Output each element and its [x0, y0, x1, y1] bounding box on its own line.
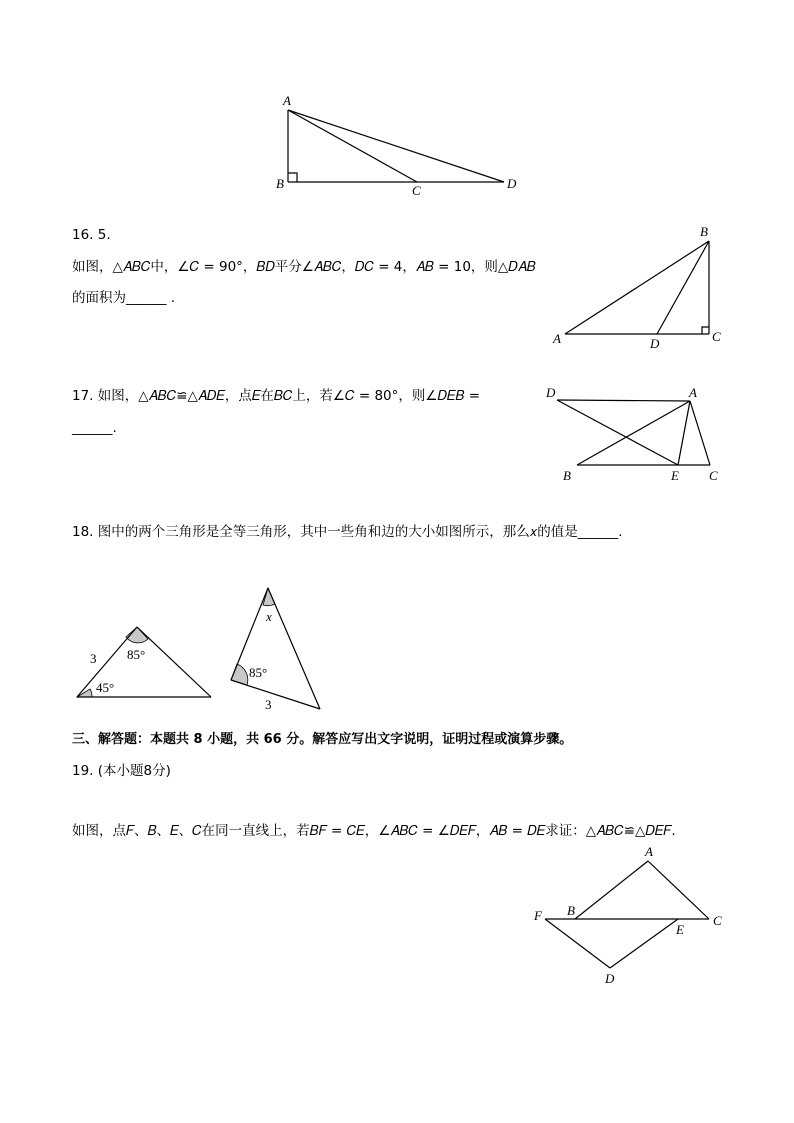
q18-right-left-angle: 85° — [249, 665, 268, 680]
label-c: C — [412, 183, 421, 198]
q17-text-line1: 17. 如图，△𝐴𝐵𝐶≌△𝐴𝐷𝐸，点𝐸在𝐵𝐶上，若∠𝐶 = 80°，则∠𝐷𝐸𝐵 = — [72, 388, 481, 404]
q17-label-d: D — [546, 385, 556, 400]
q19-number: 19. (本小题8分) — [72, 763, 171, 779]
q19-label-f: F — [534, 908, 542, 923]
q16-number: 16. 5. — [72, 227, 111, 243]
q19-label-d: D — [605, 971, 615, 986]
q19-label-e: E — [676, 922, 684, 937]
label-d: D — [507, 176, 517, 191]
q18-right-side-label: 3 — [265, 697, 272, 712]
q18-left-bottom-angle: 45° — [96, 680, 115, 695]
q17-label-c: C — [709, 468, 718, 483]
q18-text: 18. 图中的两个三角形是全等三角形，其中一些角和边的大小如图所示，那么𝑥的值是______. — [72, 524, 623, 540]
q17-label-a: A — [689, 385, 697, 400]
q19-label-c: C — [713, 913, 722, 928]
q19-label-a: A — [645, 844, 653, 859]
q16-label-b: B — [700, 224, 708, 239]
q17-text-line2: ______. — [72, 420, 117, 436]
q19-label-b: B — [567, 903, 575, 918]
label-a: A — [283, 93, 291, 108]
q16-label-d: D — [650, 336, 660, 351]
section-heading: 三、解答题：本题共 8 小题，共 66 分。解答应写出文字说明，证明过程或演算步骤。 — [72, 732, 573, 747]
q18-left-top-angle: 85° — [127, 647, 146, 662]
q19-text: 如图，点𝐹、𝐵、𝐸、𝐶在同一直线上，若𝐵𝐹 = 𝐶𝐸，∠𝐴𝐵𝐶 = ∠𝐷𝐸𝐹，𝐴𝐵 = 𝐷𝐸求证：△𝐴𝐵𝐶≌△𝐷𝐸𝐹. — [72, 823, 676, 839]
q16-label-a: A — [553, 331, 561, 346]
q16-text-line2: 的面积为______ . — [72, 290, 176, 306]
label-b: B — [276, 176, 284, 191]
q17-label-b: B — [563, 468, 571, 483]
q17-label-e: E — [671, 468, 679, 483]
q18-left-side-label: 3 — [90, 651, 97, 666]
q16-label-c: C — [712, 329, 721, 344]
q16-text-line1: 如图，△𝐴𝐵𝐶中，∠𝐶 = 90°，𝐵𝐷平分∠𝐴𝐵𝐶，𝐷𝐶 = 4，𝐴𝐵 = 10，则△𝐷𝐴𝐵 — [72, 259, 536, 275]
q18-right-top-angle: x — [266, 609, 272, 624]
